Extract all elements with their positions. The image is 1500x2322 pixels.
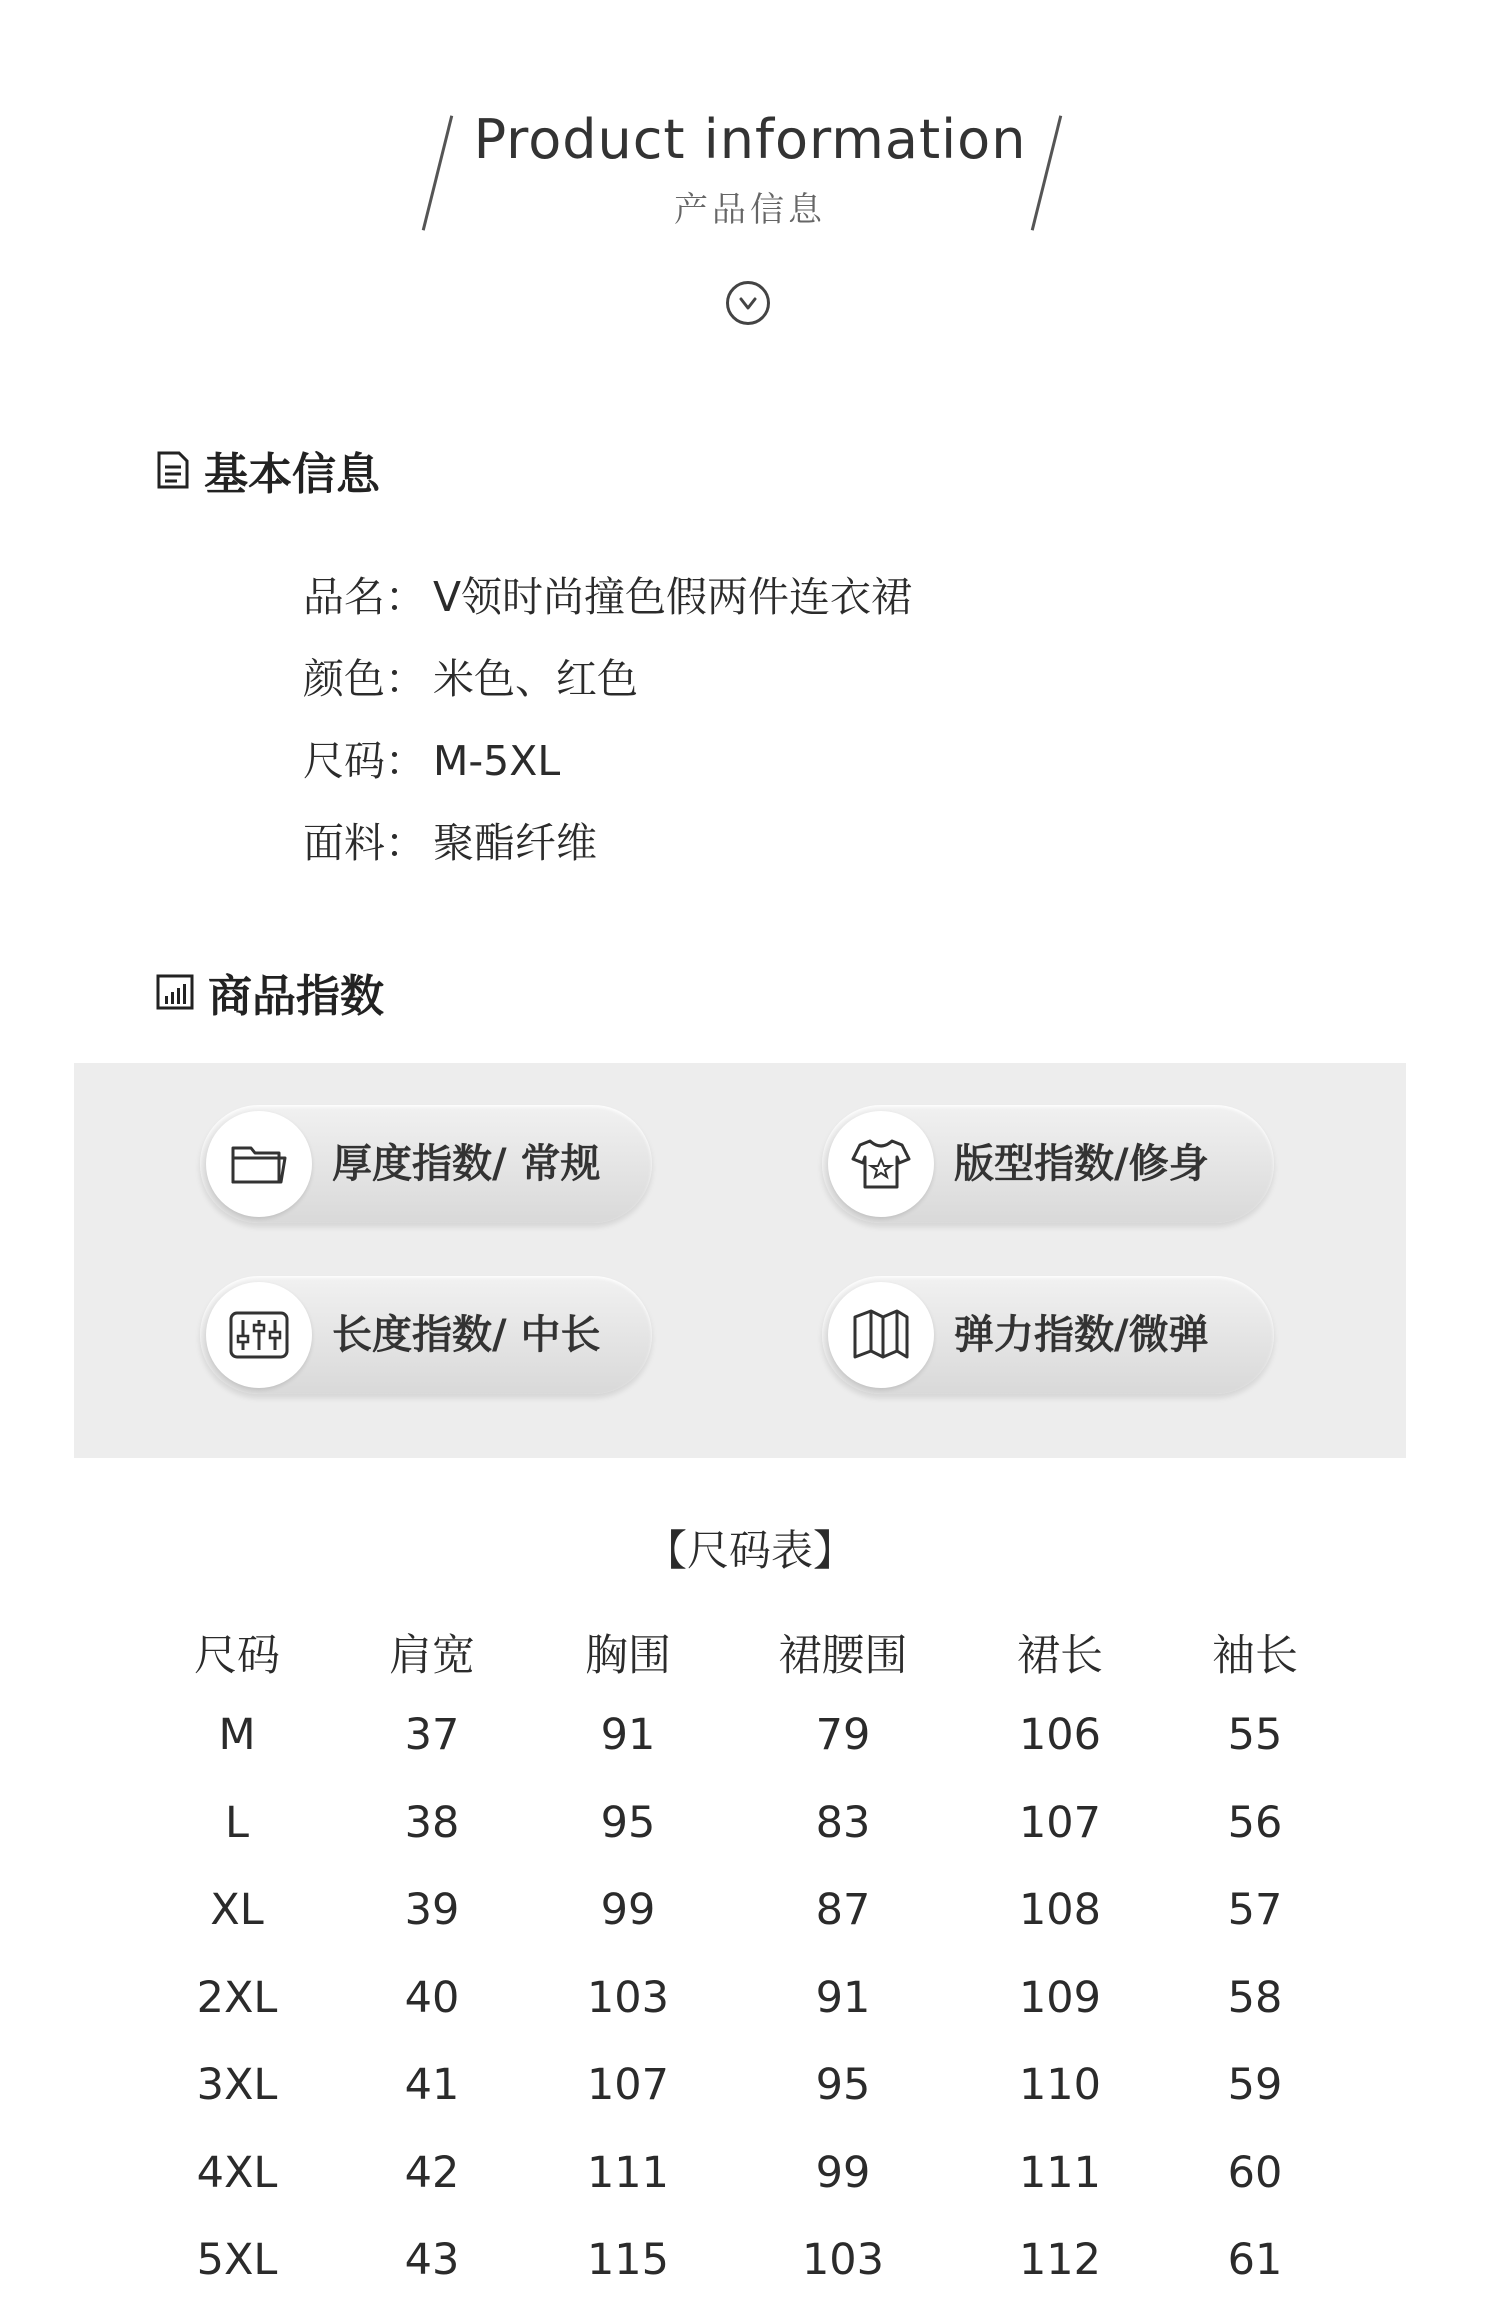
size-table-cell: 83 <box>815 1797 871 1848</box>
index-label: 弹力指数/微弹 <box>954 1312 1209 1358</box>
size-table-cell: 91 <box>600 1710 656 1760</box>
size-table-cell: 107 <box>586 2060 670 2110</box>
basic-info-heading <box>156 438 380 502</box>
size-table-cell: 87 <box>815 1885 871 1935</box>
size-table-cell: 39 <box>404 1885 460 1935</box>
size-table-header: 肩宽 <box>389 1631 475 1681</box>
size-table-cell: 60 <box>1227 2147 1283 2198</box>
size-table-cell: 110 <box>1018 2060 1102 2110</box>
info-key: 尺码： <box>303 737 426 785</box>
size-table-cell: 103 <box>801 2235 885 2285</box>
size-table-cell: 99 <box>815 2147 871 2198</box>
size-table-cell: 37 <box>404 1710 460 1760</box>
size-table-cell: 111 <box>1018 2147 1102 2198</box>
size-table-cell: 58 <box>1227 1972 1283 2023</box>
index-thickness <box>200 1105 652 1223</box>
size-table-cell: 99 <box>600 1885 656 1935</box>
index-label: 版型指数/修身 <box>954 1141 1209 1187</box>
info-row-size <box>303 728 560 787</box>
info-value: 米色、红色 <box>433 655 638 703</box>
size-table-cell: 79 <box>815 1710 871 1760</box>
info-value: 聚酯纤维 <box>433 819 597 867</box>
size-table-cell: 38 <box>404 1797 460 1848</box>
size-table-header: 裙腰围 <box>778 1631 908 1681</box>
index-label: 厚度指数/ 常规 <box>332 1141 601 1187</box>
info-value: V领时尚撞色假两件连衣裙 <box>433 573 913 621</box>
info-value: M-5XL <box>433 737 561 785</box>
size-table-header: 裙长 <box>1017 1631 1103 1681</box>
size-table-header: 袖长 <box>1212 1631 1298 1681</box>
index-label: 长度指数/ 中长 <box>332 1312 601 1358</box>
size-table-cell: 107 <box>1018 1797 1102 1848</box>
size-table-cell: 5XL <box>196 2235 278 2285</box>
document-icon <box>156 450 190 490</box>
size-table-cell: 95 <box>600 1797 656 1848</box>
index-fit <box>822 1105 1274 1223</box>
info-row-fabric <box>303 810 597 869</box>
size-table-cell: L <box>225 1797 249 1848</box>
size-table-cell: 57 <box>1227 1885 1283 1935</box>
size-table-cell: 42 <box>404 2147 460 2198</box>
product-index-heading <box>156 960 384 1024</box>
folder-icon <box>206 1111 312 1217</box>
info-key: 面料： <box>303 819 426 867</box>
size-table-cell: 111 <box>586 2147 670 2198</box>
size-table-cell: 3XL <box>196 2060 278 2110</box>
size-table-cell: 41 <box>404 2060 460 2110</box>
size-table-cell: 40 <box>404 1972 460 2023</box>
size-table-cell: 95 <box>815 2060 871 2110</box>
size-table-cell: 61 <box>1227 2235 1283 2285</box>
size-table-cell: 55 <box>1227 1710 1283 1760</box>
size-table-cell: 4XL <box>196 2147 278 2198</box>
size-table-cell: 103 <box>586 1972 670 2023</box>
size-table-cell: 56 <box>1227 1797 1283 1848</box>
info-row-color <box>303 646 638 705</box>
product-index-heading-text: 商品指数 <box>208 971 384 1022</box>
size-table-cell: 2XL <box>196 1972 278 2023</box>
size-table-cell: 106 <box>1018 1710 1102 1760</box>
size-table-cell: 43 <box>404 2235 460 2285</box>
size-table-cell: 109 <box>1018 1972 1102 2023</box>
bar-chart-icon <box>156 974 194 1010</box>
folded-map-icon <box>828 1282 934 1388</box>
size-table-cell: 59 <box>1227 2060 1283 2110</box>
info-key: 品名： <box>303 573 426 621</box>
index-elasticity <box>822 1276 1274 1394</box>
page-subtitle: 产品信息 <box>674 190 826 230</box>
info-row-name <box>303 564 912 623</box>
basic-info-heading-text: 基本信息 <box>204 449 380 500</box>
size-table-cell: XL <box>210 1885 264 1935</box>
info-key: 颜色： <box>303 655 426 703</box>
size-table-cell: 115 <box>586 2235 670 2285</box>
page-title: Product information <box>473 108 1027 171</box>
size-table-header: 胸围 <box>585 1631 671 1681</box>
tshirt-icon <box>828 1111 934 1217</box>
size-table-cell: M <box>218 1710 256 1760</box>
size-table-cell: 108 <box>1018 1885 1102 1935</box>
size-table-cell: 91 <box>815 1972 871 2023</box>
chevron-down-icon <box>726 281 770 325</box>
size-table-header: 尺码 <box>194 1631 280 1681</box>
index-length <box>200 1276 652 1394</box>
size-table-cell: 112 <box>1018 2235 1102 2285</box>
sliders-icon <box>206 1282 312 1388</box>
size-table-title: 【尺码表】 <box>644 1526 855 1575</box>
